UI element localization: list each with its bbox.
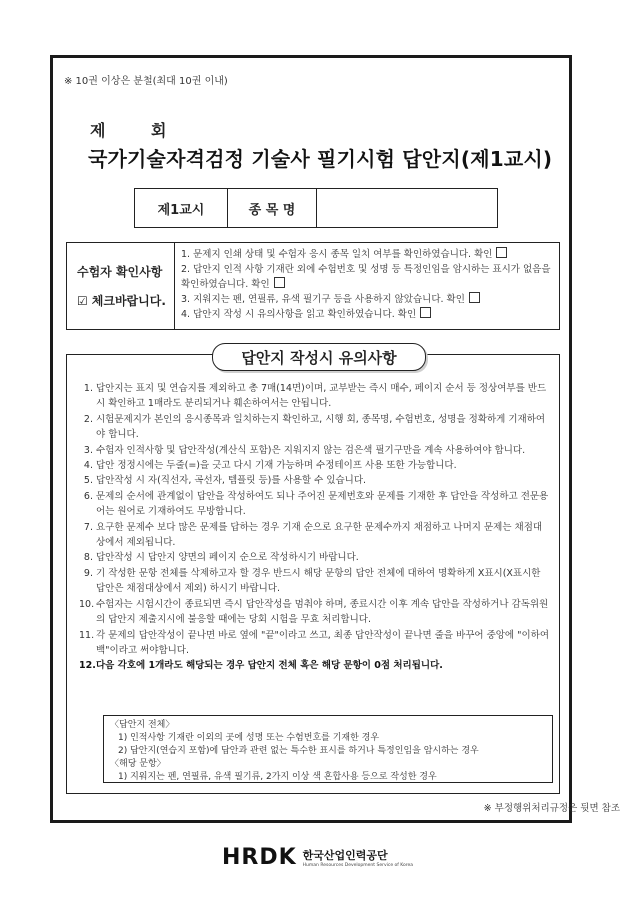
- notes-list: [79, 381, 551, 674]
- checked-box-icon: ☑: [77, 293, 88, 308]
- org-logo: [222, 845, 413, 870]
- subbox-line: 2) 답안지(연습지 포함)에 답안과 관련 없는 특수한 표시를 하거나 특정인임을 암시하는 경우: [118, 746, 479, 756]
- note-item: 11. 각 문제의 답안작성이 끝나면 바로 옆에 "끝"이라고 쓰고, 최종 답안작성이 끝나면 줄을 바꾸어 중앙에 "이하여백"이라고 써야합니다.: [79, 629, 550, 656]
- check-request-text: 체크바랍니다.: [91, 294, 166, 308]
- org-name-en: Human Resources Development Service of Korea: [302, 863, 414, 868]
- confirmation-label: [67, 243, 175, 329]
- session-cell: 제1교시: [135, 189, 228, 227]
- confirmation-title: 수험자 확인사항: [77, 265, 163, 279]
- hrdk-logo-mark: HRDK: [222, 845, 297, 870]
- page-title: 국가기술자격검정 기술사 필기시험 답안지(제1교시): [88, 147, 553, 171]
- confirmation-item: 3. 지워지는 펜, 연필류, 유색 필기구 등을 사용하지 않았습니다. 확인: [181, 292, 553, 307]
- confirm-checkbox[interactable]: [274, 277, 285, 288]
- note-item: 3. 수험자 인적사항 및 답안작성(계산식 포함)은 지워지지 않는 검은색 필기구만을 계속 사용하여야 합니다.: [83, 444, 526, 456]
- confirmation-box: [66, 242, 560, 330]
- subbox-line: 1) 인적사항 기재란 이외의 곳에 성명 또는 수험번호를 기재한 경우: [118, 733, 380, 743]
- note-item: 9. 기 작성한 문항 전체를 삭제하고자 할 경우 반드시 해당 문항의 답안 전체에 대하여 명확하게 X표시(X표시한 답안은 채점대상에서 제외) 하시기 바랍니다.: [83, 567, 541, 595]
- note-item: 5. 답안작성 시 자(직선자, 곡선자, 템플릿 등)를 사용할 수 있습니다.: [83, 475, 367, 487]
- note-item: 7. 요구한 문제수 보다 많은 문제를 답하는 경우 기재 순으로 요구한 문제수까지 채점하고 나머지 문제는 채점대상에서 제외됩니다.: [83, 521, 543, 549]
- subbox-line: 1) 지워지는 펜, 연필류, 유색 필기류, 2가지 이상 색 혼합사용 등으로 작성한 경우: [118, 772, 437, 782]
- note-item: 6. 문제의 순서에 관계없이 답안을 작성하여도 되나 주어진 문제번호와 문제를 기재한 후 답안을 작성하고 전문용어는 원어로 기재하여도 무방합니다.: [83, 490, 549, 518]
- subject-table: [134, 188, 498, 228]
- note-item: 1. 답안지는 표지 및 연습지를 제외하고 총 7매(14면)이며, 교부받는 즉시 매수, 페이지 순서 등 정상여부를 반드시 확인하고 1매라도 분리되거나 훼손하여서는 안됩니다.: [83, 383, 547, 410]
- confirmation-item: 2. 답안지 인적 사항 기재란 외에 수험번호 및 성명 등 특정인임을 암시하는 표시가 없음을 확인하였습니다. 확인: [181, 264, 551, 290]
- notes-title: 답안지 작성시 유의사항: [212, 343, 426, 371]
- org-name: 한국산업인력공단: [302, 849, 388, 862]
- note-item: 4. 답안 정정시에는 두줄(=)을 긋고 다시 기재 가능하며 수정테이프 사용 또한 가능합니다.: [83, 460, 457, 472]
- confirm-checkbox[interactable]: [496, 247, 507, 258]
- note-item: 8. 답안작성 시 답안지 양면의 페이지 순으로 작성하시기 바랍니다.: [83, 552, 359, 564]
- zero-score-rules-box: [103, 715, 553, 783]
- subbox-heading: 〈답안지 전체〉: [110, 720, 175, 730]
- confirmation-check-label: [77, 292, 174, 309]
- confirmation-item: 4. 답안지 작성 시 유의사항을 읽고 확인하였습니다. 확인: [181, 307, 553, 322]
- subject-label-cell: 종 목 명: [228, 189, 317, 227]
- org-text: [303, 847, 413, 868]
- note-item: 12. 다음 각호에 1개라도 해당되는 경우 답안지 전체 혹은 해당 문항이 0점 처리됩니다.: [79, 660, 443, 672]
- subbox-heading: 〈해당 문항〉: [110, 759, 166, 769]
- note-item: 10. 수험자는 시험시간이 종료되면 즉시 답안작성을 멈춰야 하며, 종료시간 이후 계속 답안을 작성하거나 감독위원의 답안지 제출지시에 불응할 때에는 당회 시험을 무효 처리합니다.: [79, 598, 549, 626]
- confirm-checkbox[interactable]: [420, 307, 431, 318]
- notes-box: [66, 348, 560, 794]
- confirmation-item: 1. 문제지 인쇄 상태 및 수험자 응시 종목 일치 여부를 확인하였습니다. 확인: [181, 247, 553, 262]
- reference-note: ※ 부정행위처리규정은 뒷면 참조: [483, 803, 620, 814]
- subject-name-field[interactable]: [317, 189, 497, 227]
- confirmation-items: [175, 243, 559, 329]
- note-item: 2. 시험문제지가 본인의 응시종목과 일치하는지 확인하고, 시행 회, 종목명, 수험번호, 성명을 정확하게 기재하여야 합니다.: [83, 413, 546, 441]
- session-label: 제 회: [90, 121, 187, 140]
- split-note: ※ 10권 이상은 분철(최대 10권 이내): [64, 76, 228, 87]
- confirm-checkbox[interactable]: [469, 292, 480, 303]
